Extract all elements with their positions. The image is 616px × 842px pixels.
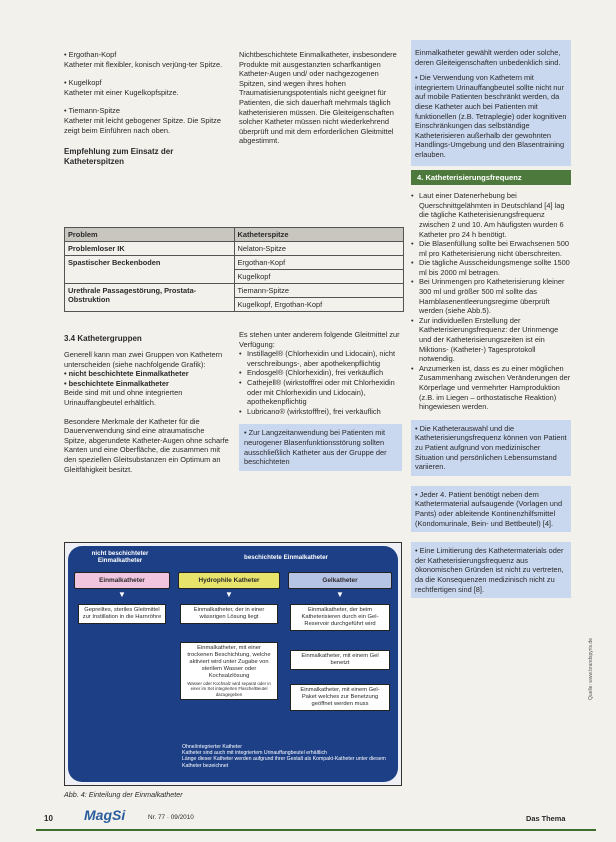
list-item: • Zur individuellen Erstellung der Katheterisierungsfrequenz: der Urinmenge und der Katheterisierungszeiten ist ein Miktions- (Katheter-) Tagesprotokoll notwendig. bbox=[411, 316, 571, 364]
legend-item: Ohne/integrierter Katheter bbox=[182, 744, 242, 750]
uncoated-warning-text: Nichtbeschichtete Einmalkatheter, insbesondere Produkte mit ausgestanzten scharfkantigen Katheter-Augen und/ oder nachgezogenen Spitzen, sind wegen ihres hohen Traumatisierungspotentials nicht geeignet für Patienten, die sich dauerhaft mehrmals täglich katheterisieren müssen. Die Gleiteigenschaften solcher Katheter müssen nicht wiederkehrend überprüft und mit dem erforderlichen Gleitmittel abgestimmt. bbox=[239, 50, 397, 146]
figure-header-uncoated: nicht beschichteter Einmalkatheter bbox=[91, 550, 149, 565]
section-label: Das Thema bbox=[526, 814, 566, 823]
page-number: 10 bbox=[44, 814, 53, 823]
list-item: • Cathejell® (wirkstofffrei oder mit Chlorhexidin oder mit Chlorhexidin und Lidocain), apothekenpflichtig bbox=[239, 378, 402, 407]
category-gel: Gelkatheter bbox=[288, 572, 392, 589]
table-cell: Ergothan-Kopf bbox=[234, 256, 404, 270]
frequency-list bbox=[411, 191, 571, 412]
list-item: • Lubricano® (wirkstofffrei), frei verkäuflich bbox=[239, 407, 402, 417]
list-item: • Endosgel® (Chlorhexidin), frei verkäuflich bbox=[239, 368, 402, 378]
gel-description-b: Einmalkatheter, mit einem Gel benetzt bbox=[290, 650, 390, 670]
table-row bbox=[65, 242, 404, 256]
table-row bbox=[65, 284, 404, 298]
legend-item: Länge dieser Katheter werden aufgrund ihrer Gestalt als Kompakt-Katheter unter diesem Katheter bezeichnet bbox=[182, 756, 386, 769]
paragraph: Es stehen unter anderem folgende Gleitmittel zur Verfügung: bbox=[239, 330, 400, 349]
frequency-column bbox=[411, 40, 571, 608]
tip-title: • Ergothan-Kopf bbox=[64, 50, 117, 59]
list-item: • Instillagel® (Chlorhexidin und Lidocain), nicht verschreibungs-, aber apothekenpflichtig bbox=[239, 349, 402, 368]
figure-header-coated: beschichtete Einmalkatheter bbox=[244, 554, 328, 561]
box-text: Einmalkatheter, mit einer trockenen Beschichtung, welche aktiviert wird unter Zugabe von sterilem Wasser oder Kochsalzlösung bbox=[187, 645, 271, 679]
list-item: • Die tägliche Ausscheidungsmenge sollte 1500 ml bis 2000 ml betragen. bbox=[411, 258, 571, 277]
list-item: • Bei Urinmengen pro Katheterisierung kleiner 300 ml und größer 500 ml sollte das Harnblasenentleerungsregime überprüft werden (siehe Abb.5). bbox=[411, 277, 571, 315]
table-row bbox=[65, 256, 404, 270]
footer-rule bbox=[36, 829, 596, 831]
recommendation-table bbox=[64, 227, 404, 312]
table-header: Katheterspitze bbox=[234, 228, 404, 242]
paragraph: Beide sind mit und ohne integrierten Urinauffangbeutel erhältlich. bbox=[64, 388, 183, 407]
tip-types-column bbox=[64, 50, 229, 173]
paragraph: Besondere Merkmale der Katheter für die Dauerverwendung sind eine atraumatische Spitze, abgerundete Katheter-Augen ohne scharfe Kanten und eine Oberfläche, die zusammen mit den speziellen Gleitsubstanzen ein Optimum an Gleitfähigkeit besitzt. bbox=[64, 416, 229, 474]
table-header: Problem bbox=[65, 228, 235, 242]
table-cell: Urethrale Passagestörung, Prostata-Obstruktion bbox=[65, 284, 235, 312]
list-item: • Laut einer Datenerhebung bei Querschnittgelähmten in Deutschland [4] lag die tägliche Katheterisierungsfrequenz zwischen 2 und 10. Am häufigsten wurden 6 Katheter pro 24 h benötigt. bbox=[411, 191, 571, 239]
bullet: • beschichtete Einmalkatheter bbox=[64, 378, 169, 388]
tip-ergothan bbox=[64, 50, 229, 69]
catheter-classification-figure bbox=[64, 542, 402, 786]
arrow-down-icon: ▼ bbox=[225, 590, 233, 599]
lubricants-section bbox=[239, 330, 402, 471]
tip-title: • Tiemann-Spitze bbox=[64, 106, 120, 116]
gel-description-a: Einmalkatheter, der beim Katheterisieren durch ein Gel-Reservoir durchgeführt wird bbox=[290, 604, 390, 631]
issue-info: Nr. 77 · 09/2010 bbox=[148, 814, 194, 821]
highlight-note: • Die Katheterauswahl und die Katheterisierungsfrequenz können von Patient zu Patient aufgrund von medizinischer Situation und persönlichen Lebensumstand variieren. bbox=[411, 420, 571, 476]
tip-text: Katheter mit flexibler, konisch verjüng-ter Spitze. bbox=[64, 59, 223, 69]
bullet: • nicht beschichtete Einmalkatheter bbox=[64, 369, 189, 379]
uncoated-description: Gepreiltes, steriles Gleitmittel zur Instillation in die Harnröhre bbox=[78, 604, 166, 624]
image-credit: Quelle: www.brandspyris.de bbox=[588, 638, 594, 700]
table-cell: Nelaton-Spitze bbox=[234, 242, 404, 256]
hydrophilic-description-b bbox=[180, 642, 278, 700]
uncoated-warning-column bbox=[239, 50, 402, 146]
highlight-note: • Zur Langzeitanwendung bei Patienten mit neurogener Blasenfunktionsstörung sollten ausschließlich Katheter aus der Gruppe der beschichteten bbox=[239, 424, 402, 470]
gel-description-c: Einmalkatheter, mit einem Gel-Paket welches zur Benetzung geöffnet werden muss bbox=[290, 684, 390, 711]
tip-tiemann bbox=[64, 106, 229, 135]
tip-title: • Kugelkopf bbox=[64, 78, 102, 88]
highlight-note: • Die Verwendung von Kathetern mit integriertem Urinauffangbeutel sollte nicht nur auf mobile Patienten beschränkt werden, da diese Katheter auch bei Patienten mit funktionellen (z.B. Tetraplegie) oder kognitiven Einschränkungen das selbständige Katheterisieren außerhalb der gewohnten Handlings-Umgebung und den Blasentraining erlauben. bbox=[411, 73, 571, 165]
recommendation-heading: Empfehlung zum Einsatz der Katheterspitzen bbox=[64, 147, 174, 167]
table-cell: Kugelkopf bbox=[234, 270, 404, 284]
tip-text: Katheter mit einer Kugelkopfspitze. bbox=[64, 87, 179, 97]
box-note: Wasser oder Kochsalz wird separat oder in einer im Set integrierten Flasche/Beutel dazugegeben bbox=[187, 681, 271, 697]
section-heading: 3.4 Kathetergruppen bbox=[64, 334, 142, 343]
paragraph: Generell kann man zwei Gruppen von Kathetern unterscheiden (siehe nachfolgende Grafik): bbox=[64, 350, 223, 369]
list-item: • Anzumerken ist, dass es zu einer möglichen Zusammenhang zwischen Veränderungen der Körperlage und vermehrter Harnproduktion (z.B. im Liegen – orthostatische Reaktion) hingewiesen werden. bbox=[411, 364, 571, 412]
figure-caption: Abb. 4: Einteilung der Einmalkatheter bbox=[64, 790, 183, 799]
magazine-logo: MagSi bbox=[84, 807, 126, 823]
arrow-down-icon: ▼ bbox=[118, 590, 126, 599]
lubricant-list bbox=[239, 349, 402, 416]
arrow-down-icon: ▼ bbox=[336, 590, 344, 599]
section-heading: 4. Katheterisierungsfrequenz bbox=[411, 170, 571, 186]
catheter-groups-section bbox=[64, 330, 229, 474]
highlight-note: Einmalkatheter gewählt werden oder solche, deren Gleiteigenschaften unbedenklich sind. bbox=[411, 40, 571, 73]
table-cell: Tiemann-Spitze bbox=[234, 284, 404, 298]
hydrophilic-description-a: Einmalkatheter, der in einer wässrigen Lösung liegt bbox=[180, 604, 278, 624]
list-item: • Die Blasenfüllung sollte bei Erwachsenen 500 ml pro Katheterisierung nicht überschreiten. bbox=[411, 239, 571, 258]
table-cell: Problemloser IK bbox=[65, 242, 235, 256]
tip-text: Katheter mit leicht gebogener Spitze. Die Spitze zeigt beim Einführen nach oben. bbox=[64, 115, 221, 135]
category-hydrophilic: Hydrophile Katheter bbox=[178, 572, 280, 589]
figure-legend bbox=[182, 744, 398, 769]
figure-panel bbox=[68, 546, 398, 782]
highlight-note: • Eine Limitierung des Kathetermaterials oder der Katheterisierungsfrequenz aus ökonomischen Gründen ist nicht zu vertreten, da die Konsequenzen medizinisch nicht zu rechtfertigen sind [8]. bbox=[411, 542, 571, 598]
legend-item: Katheter sind auch mit integriertem Urinauffangbeutel erhältlich bbox=[182, 750, 327, 757]
tip-kugelkopf bbox=[64, 78, 229, 97]
table-cell: Spastischer Beckenboden bbox=[65, 256, 235, 284]
highlight-note: • Jeder 4. Patient benötigt neben dem Kathetermaterial aufsaugende (Vorlagen und Pants) oder ableitende Kontinenzhilfsmittel (Kondomurinale, Bein- und Bettbeutel) [4]. bbox=[411, 486, 571, 532]
category-uncoated: Einmalkatheter bbox=[74, 572, 170, 589]
table-cell: Kugelkopf, Ergothan-Kopf bbox=[234, 298, 404, 312]
